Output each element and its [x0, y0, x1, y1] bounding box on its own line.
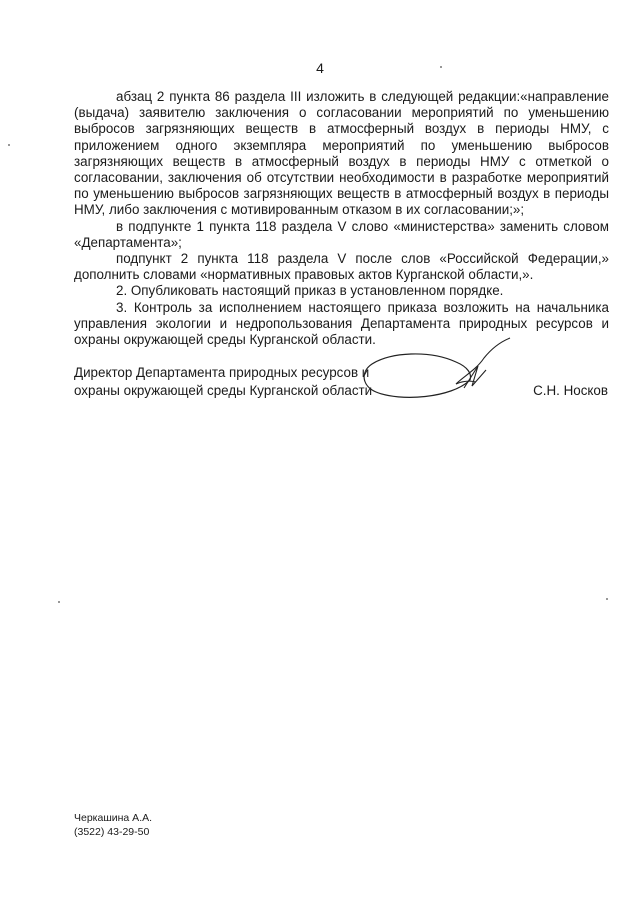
scan-speck: [58, 601, 60, 603]
executor-footer: [74, 812, 152, 839]
signatory-title-line-2: охраны окружающей среды Курганской области: [74, 383, 373, 398]
page-number: 4: [316, 60, 324, 76]
scan-speck: [606, 598, 608, 600]
signatory-title-line-1: Директор Департамента природных ресурсов и: [74, 365, 370, 380]
executor-name: Черкашина А.А.: [74, 812, 153, 824]
scan-speck: [8, 144, 10, 146]
document-body: [74, 89, 609, 348]
paragraph-amendment-118-1: в подпункте 1 пункта 118 раздела V слово «министерства» заменить словом «Департамента»;: [74, 218, 609, 250]
scan-speck: [440, 66, 442, 68]
signatory-name: С.Н. Носков: [533, 383, 608, 398]
paragraph-control: 3. Контроль за исполнением настоящего приказа возложить на начальника управления экологии и недропользования Департамента природных ресурсов и охраны окружающей среды Курганской области.: [74, 299, 609, 348]
paragraph-amendment-86: абзац 2 пункта 86 раздела III изложить в следующей редакции:«направление (выдача) заявителю заключения о согласовании мероприятий по уменьшению выбросов загрязняющих веществ в атмосферный воздух в периоды НМУ, с приложением одного экземпляра мероприятий по уменьшению выбросов загрязняющих веществ в атмосферный воздух в периоды НМУ с отметкой о согласовании, заключения об отсутствии необходимости в разработке мероприятий по уменьшению выбросов загрязняющих веществ в атмосферный воздух в периоды НМУ, либо заключения с мотивированным отказом в их согласовании;»;: [74, 89, 609, 218]
paragraph-publish: 2. Опубликовать настоящий приказ в установленном порядке.: [116, 283, 504, 299]
paragraph-amendment-118-2: подпункт 2 пункта 118 раздела V после слов «Российской Федерации,» дополнить словами «нормативных правовых актов Курганской области,».: [74, 251, 609, 283]
signatory-title: [74, 364, 372, 400]
executor-phone: (3522) 43-29-50: [74, 825, 150, 838]
handwritten-signature: [360, 336, 520, 406]
